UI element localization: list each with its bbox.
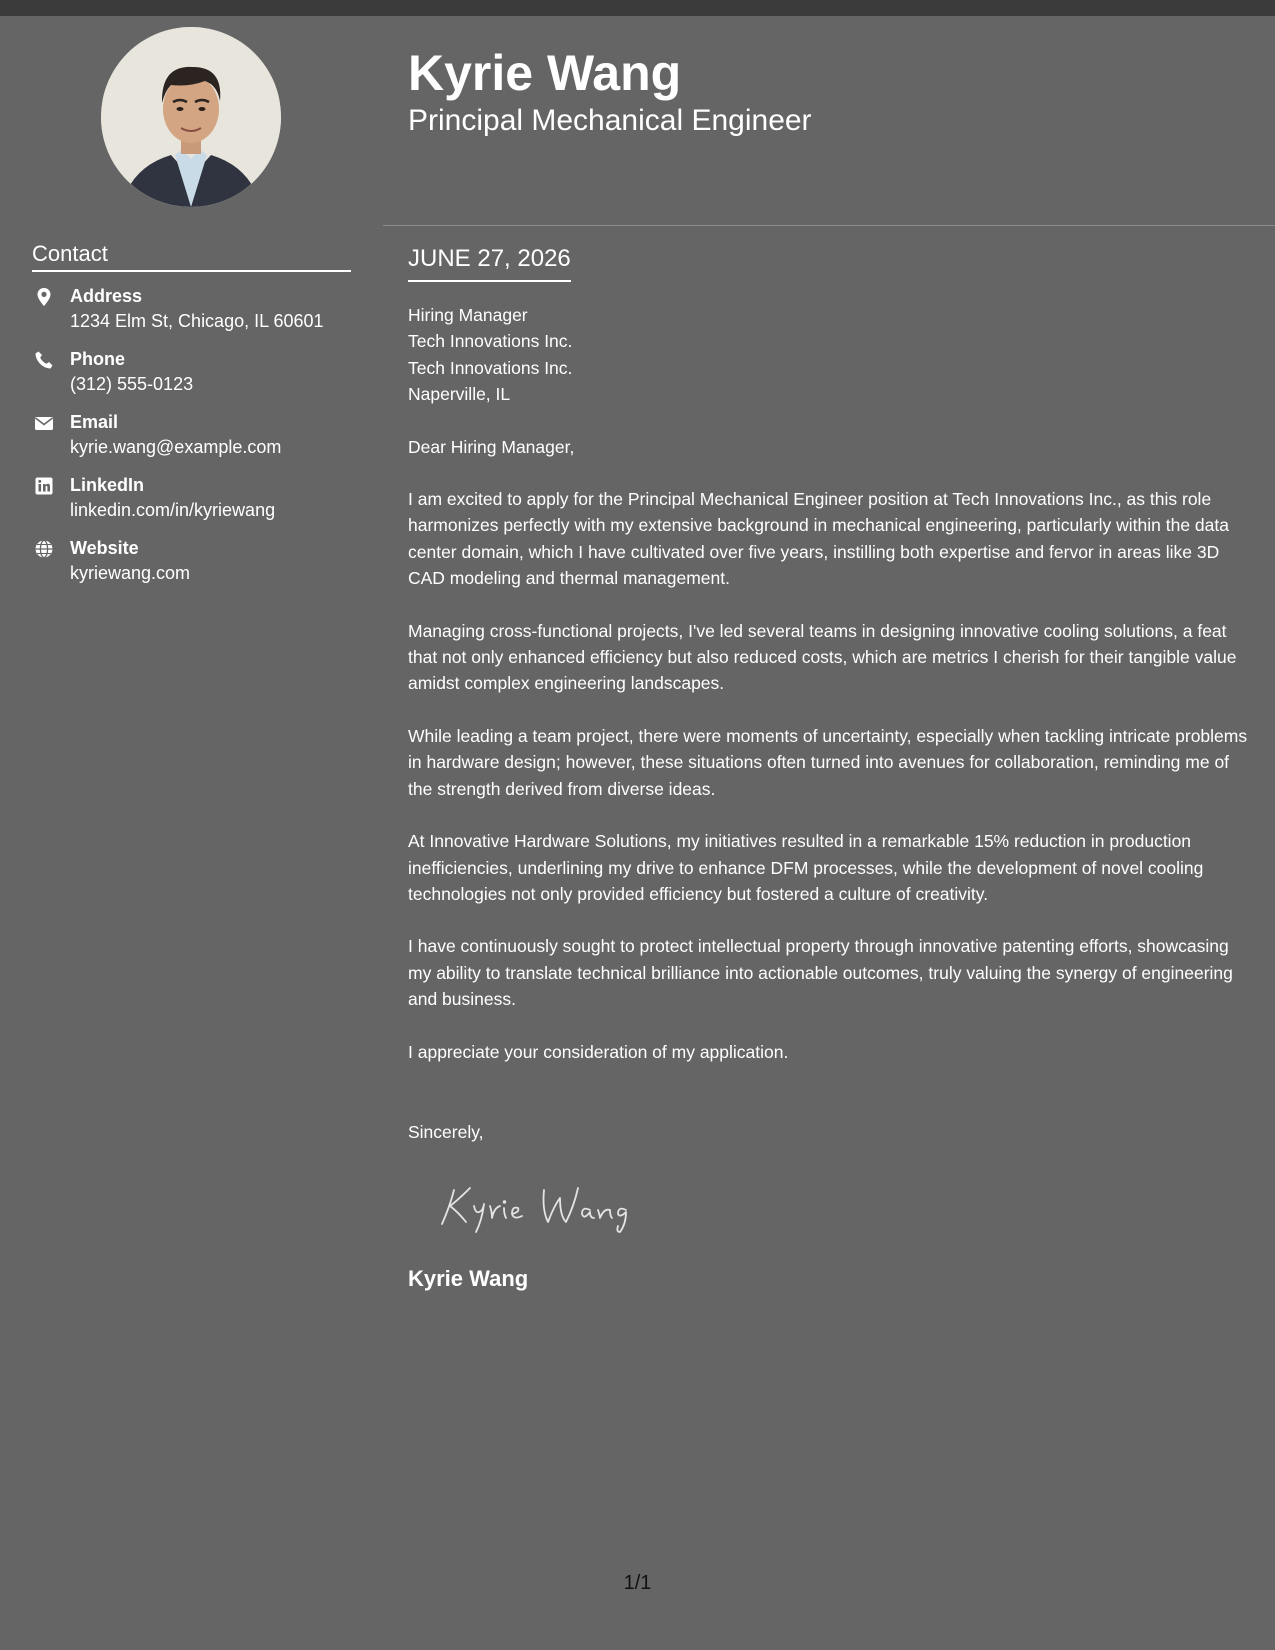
letter-body (408, 302, 1253, 1145)
letter-date: JUNE 27, 2026 (408, 244, 571, 282)
contact-label: Address (70, 286, 143, 306)
contact-list (32, 285, 362, 600)
recipient-line: Hiring Manager (408, 305, 528, 325)
contact-heading: Contact (32, 240, 351, 272)
contact-item-address (32, 285, 362, 348)
top-bar (0, 0, 1275, 16)
recipient-line: Tech Innovations Inc. (408, 331, 573, 352)
contact-label: Phone (70, 349, 126, 369)
handwritten-signature (436, 1176, 666, 1236)
letter-paragraph: I am excited to apply for the Principal Mechanical Engineer position at Tech Innovations Inc., as this role harmonizes perfectly with my extensive background in mechanical engineering, particularly within the data center domain, which I have cultivated over five years, instilling both expertise and fervor in areas like 3D CAD modeling and thermal management. (408, 489, 1229, 589)
contact-item-website (32, 537, 362, 600)
closing: Sincerely, (408, 1121, 484, 1142)
letter-paragraph: I appreciate your consideration of my application. (408, 1041, 789, 1062)
signer-name: Kyrie Wang (408, 1266, 529, 1291)
contact-item-linkedin (32, 474, 362, 537)
letter-paragraph: Managing cross-functional projects, I've led several teams in designing innovative cooling solutions, a feat that not only enhanced efficiency but also reduced costs, which are metrics I cherish for their tangible value amidst complex engineering landscapes. (408, 620, 1237, 694)
contact-label: Website (70, 538, 139, 558)
letter-paragraph: I have continuously sought to protect intellectual property through innovative patenting efforts, showcasing my ability to translate technical brilliance into actionable outcomes, truly valuing the synergy of engineering and business. (408, 936, 1233, 1010)
recipient-line: Naperville, IL (408, 384, 511, 405)
linkedin-icon (34, 476, 54, 496)
profile-photo (101, 27, 281, 207)
envelope-icon (34, 413, 54, 433)
contact-label: LinkedIn (70, 475, 145, 495)
letter-paragraph: While leading a team project, there were moments of uncertainty, especially when tackling intricate problems in hardware design; however, these situations often turned into avenues for collaboration, reminding me of the strength derived from diverse ideas. (408, 725, 1248, 799)
website-value[interactable]: kyriewang.com (70, 563, 191, 583)
globe-icon (34, 539, 54, 559)
email-value[interactable]: kyrie.wang@example.com (70, 437, 282, 457)
applicant-name: Kyrie Wang (408, 45, 682, 101)
contact-item-email (32, 411, 362, 474)
recipient-block (408, 302, 1253, 408)
address-value: 1234 Elm St, Chicago, IL 60601 (70, 311, 324, 331)
header-divider (383, 225, 1275, 226)
contact-item-phone (32, 348, 362, 411)
linkedin-value[interactable]: linkedin.com/in/kyriewang (70, 500, 276, 520)
letter-paragraph: At Innovative Hardware Solutions, my initiatives resulted in a remarkable 15% reduction in production inefficiencies, underlining my drive to enhance DFM processes, while the development of novel cooling technologies not only provided efficiency but fostered a culture of creativity. (408, 831, 1204, 904)
recipient-line: Tech Innovations Inc. (408, 357, 573, 378)
contact-label: Email (70, 412, 119, 432)
phone-value: (312) 555-0123 (70, 374, 194, 394)
job-title: Principal Mechanical Engineer (408, 104, 812, 137)
phone-icon (34, 350, 54, 370)
location-pin-icon (34, 287, 54, 307)
page-number: 1/1 (623, 1572, 652, 1594)
profile-photo-illustration (101, 27, 281, 207)
salutation: Dear Hiring Manager, (408, 436, 575, 457)
